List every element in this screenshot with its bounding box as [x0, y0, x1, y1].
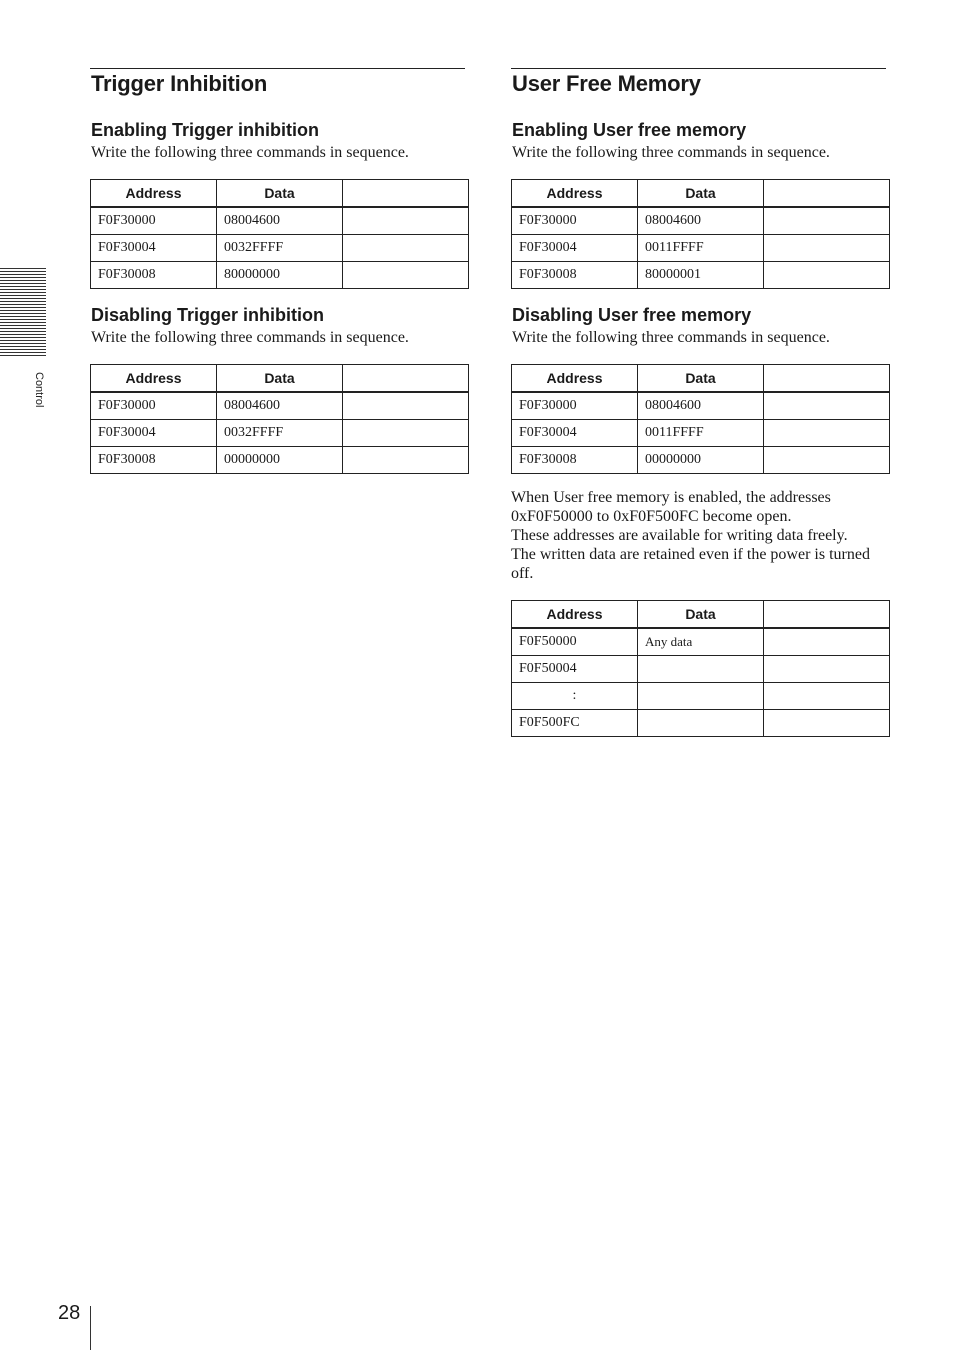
- column-header-blank: [764, 601, 890, 629]
- data-cell: 0032FFFF: [217, 420, 343, 447]
- side-tab-stripe: [0, 334, 46, 335]
- side-tab-stripe: [0, 316, 46, 317]
- side-tab-stripe: [0, 322, 46, 323]
- table-row: [512, 683, 890, 710]
- side-tab-stripe: [0, 346, 46, 347]
- address-cell: F0F30008: [91, 262, 217, 289]
- extra-cell: [343, 262, 469, 289]
- side-tab-stripe: [0, 319, 46, 320]
- side-tab-stripe: [0, 301, 46, 302]
- column-header-data: Data: [638, 180, 764, 208]
- column-header-data: Data: [217, 365, 343, 393]
- memory-note-line: off.: [511, 565, 534, 582]
- extra-cell: [343, 392, 469, 420]
- table-row: [91, 392, 469, 420]
- table-row: [512, 710, 890, 737]
- side-tab-stripes: [0, 268, 46, 358]
- address-cell: F0F50004: [512, 656, 638, 683]
- data-cell: 80000000: [217, 262, 343, 289]
- extra-cell: [343, 447, 469, 474]
- instruction-text: Write the following three commands in sequence.: [512, 329, 830, 346]
- section-rule: [90, 68, 465, 69]
- extra-cell: [764, 392, 890, 420]
- side-tab-stripe: [0, 277, 46, 278]
- column-header-address: Address: [91, 180, 217, 208]
- side-tab-stripe: [0, 352, 46, 353]
- extra-cell: [764, 683, 890, 710]
- address-cell: :: [512, 683, 638, 710]
- extra-cell: [764, 262, 890, 289]
- address-cell: F0F50000: [512, 628, 638, 656]
- column-header-data: Data: [638, 601, 764, 629]
- side-tab-stripe: [0, 268, 46, 269]
- subsection-title: Disabling Trigger inhibition: [91, 305, 324, 325]
- section-rule: [511, 68, 886, 69]
- instruction-text: Write the following three commands in sequence.: [91, 329, 409, 346]
- side-tab-stripe: [0, 325, 46, 326]
- data-cell: [638, 710, 764, 737]
- memory-address-table: [511, 600, 890, 737]
- side-tab-stripe: [0, 289, 46, 290]
- side-tab-stripe: [0, 349, 46, 350]
- data-cell: 08004600: [217, 392, 343, 420]
- page-number-rule: [90, 1306, 91, 1350]
- side-tab-stripe: [0, 295, 46, 296]
- section-title: Trigger Inhibition: [91, 71, 268, 96]
- data-cell: [638, 656, 764, 683]
- table-row: [512, 262, 890, 289]
- side-tab-stripe: [0, 343, 46, 344]
- side-tab-stripe: [0, 355, 46, 356]
- side-tab-stripe: [0, 304, 46, 305]
- side-tab-stripe: [0, 298, 46, 299]
- memory-note-line: These addresses are available for writing data freely.: [511, 527, 848, 544]
- side-tab-stripe: [0, 280, 46, 281]
- side-tab-stripe: [0, 340, 46, 341]
- data-cell: Any data: [638, 628, 764, 656]
- section-title: User Free Memory: [512, 71, 701, 96]
- address-cell: F0F30008: [512, 447, 638, 474]
- extra-cell: [764, 447, 890, 474]
- column-header-address: Address: [512, 180, 638, 208]
- side-tab-stripe: [0, 271, 46, 272]
- extra-cell: [764, 207, 890, 235]
- command-table: [90, 179, 469, 289]
- column-header-blank: [764, 365, 890, 393]
- data-cell: 08004600: [638, 207, 764, 235]
- column-header-data: Data: [217, 180, 343, 208]
- side-tab-stripe: [0, 313, 46, 314]
- command-table: [511, 179, 890, 289]
- table-row: [91, 207, 469, 235]
- trigger-inhibition-section: [90, 68, 468, 474]
- extra-cell: [764, 420, 890, 447]
- command-table: [511, 364, 890, 474]
- memory-note: [511, 488, 889, 583]
- address-cell: F0F30004: [91, 235, 217, 262]
- column-header-address: Address: [512, 365, 638, 393]
- command-table: [90, 364, 469, 474]
- extra-cell: [343, 235, 469, 262]
- memory-note-line: The written data are retained even if the power is turned: [511, 546, 870, 563]
- data-cell: 08004600: [638, 392, 764, 420]
- data-cell: [638, 683, 764, 710]
- extra-cell: [764, 710, 890, 737]
- side-tab-stripe: [0, 274, 46, 275]
- data-cell: 00000000: [217, 447, 343, 474]
- extra-cell: [764, 235, 890, 262]
- extra-cell: [764, 628, 890, 656]
- column-header-data: Data: [638, 365, 764, 393]
- column-header-address: Address: [512, 601, 638, 629]
- subsection-title: Disabling User free memory: [512, 305, 752, 325]
- side-tab-stripe: [0, 331, 46, 332]
- instruction-text: Write the following three commands in sequence.: [91, 144, 409, 161]
- user-free-memory-section: [511, 68, 889, 737]
- data-cell: 0011FFFF: [638, 420, 764, 447]
- address-cell: F0F30000: [512, 392, 638, 420]
- data-cell: 00000000: [638, 447, 764, 474]
- data-cell: 0011FFFF: [638, 235, 764, 262]
- side-tab-stripe: [0, 328, 46, 329]
- address-cell: F0F500FC: [512, 710, 638, 737]
- subsection-title: Enabling Trigger inhibition: [91, 120, 319, 140]
- table-row: [512, 628, 890, 656]
- side-tab-stripe: [0, 337, 46, 338]
- table-row: [512, 392, 890, 420]
- address-cell: F0F30004: [91, 420, 217, 447]
- table-row: [91, 420, 469, 447]
- extra-cell: [343, 207, 469, 235]
- column-header-blank: [343, 365, 469, 393]
- address-cell: F0F30000: [91, 207, 217, 235]
- side-tab-stripe: [0, 307, 46, 308]
- column-header-address: Address: [91, 365, 217, 393]
- side-tab-stripe: [0, 283, 46, 284]
- subsection-title: Enabling User free memory: [512, 120, 747, 140]
- address-cell: F0F30004: [512, 420, 638, 447]
- table-row: [91, 447, 469, 474]
- data-cell: 80000001: [638, 262, 764, 289]
- side-tab-label: Control: [33, 372, 45, 408]
- memory-note-line: When User free memory is enabled, the addresses: [511, 489, 831, 506]
- side-tab-stripe: [0, 286, 46, 287]
- table-row: [91, 235, 469, 262]
- address-cell: F0F30000: [512, 207, 638, 235]
- extra-cell: [343, 420, 469, 447]
- address-cell: F0F30000: [91, 392, 217, 420]
- data-cell: 08004600: [217, 207, 343, 235]
- table-row: [512, 447, 890, 474]
- memory-note-line: 0xF0F50000 to 0xF0F500FC become open.: [511, 508, 792, 525]
- address-cell: F0F30004: [512, 235, 638, 262]
- side-tab-stripe: [0, 292, 46, 293]
- address-cell: F0F30008: [91, 447, 217, 474]
- table-row: [91, 262, 469, 289]
- page-number: 28: [58, 1302, 81, 1324]
- extra-cell: [764, 656, 890, 683]
- table-row: [512, 656, 890, 683]
- address-cell: F0F30008: [512, 262, 638, 289]
- side-tab-stripe: [0, 310, 46, 311]
- table-row: [512, 207, 890, 235]
- instruction-text: Write the following three commands in sequence.: [512, 144, 830, 161]
- column-header-blank: [764, 180, 890, 208]
- data-cell: 0032FFFF: [217, 235, 343, 262]
- table-row: [512, 235, 890, 262]
- column-header-blank: [343, 180, 469, 208]
- table-row: [512, 420, 890, 447]
